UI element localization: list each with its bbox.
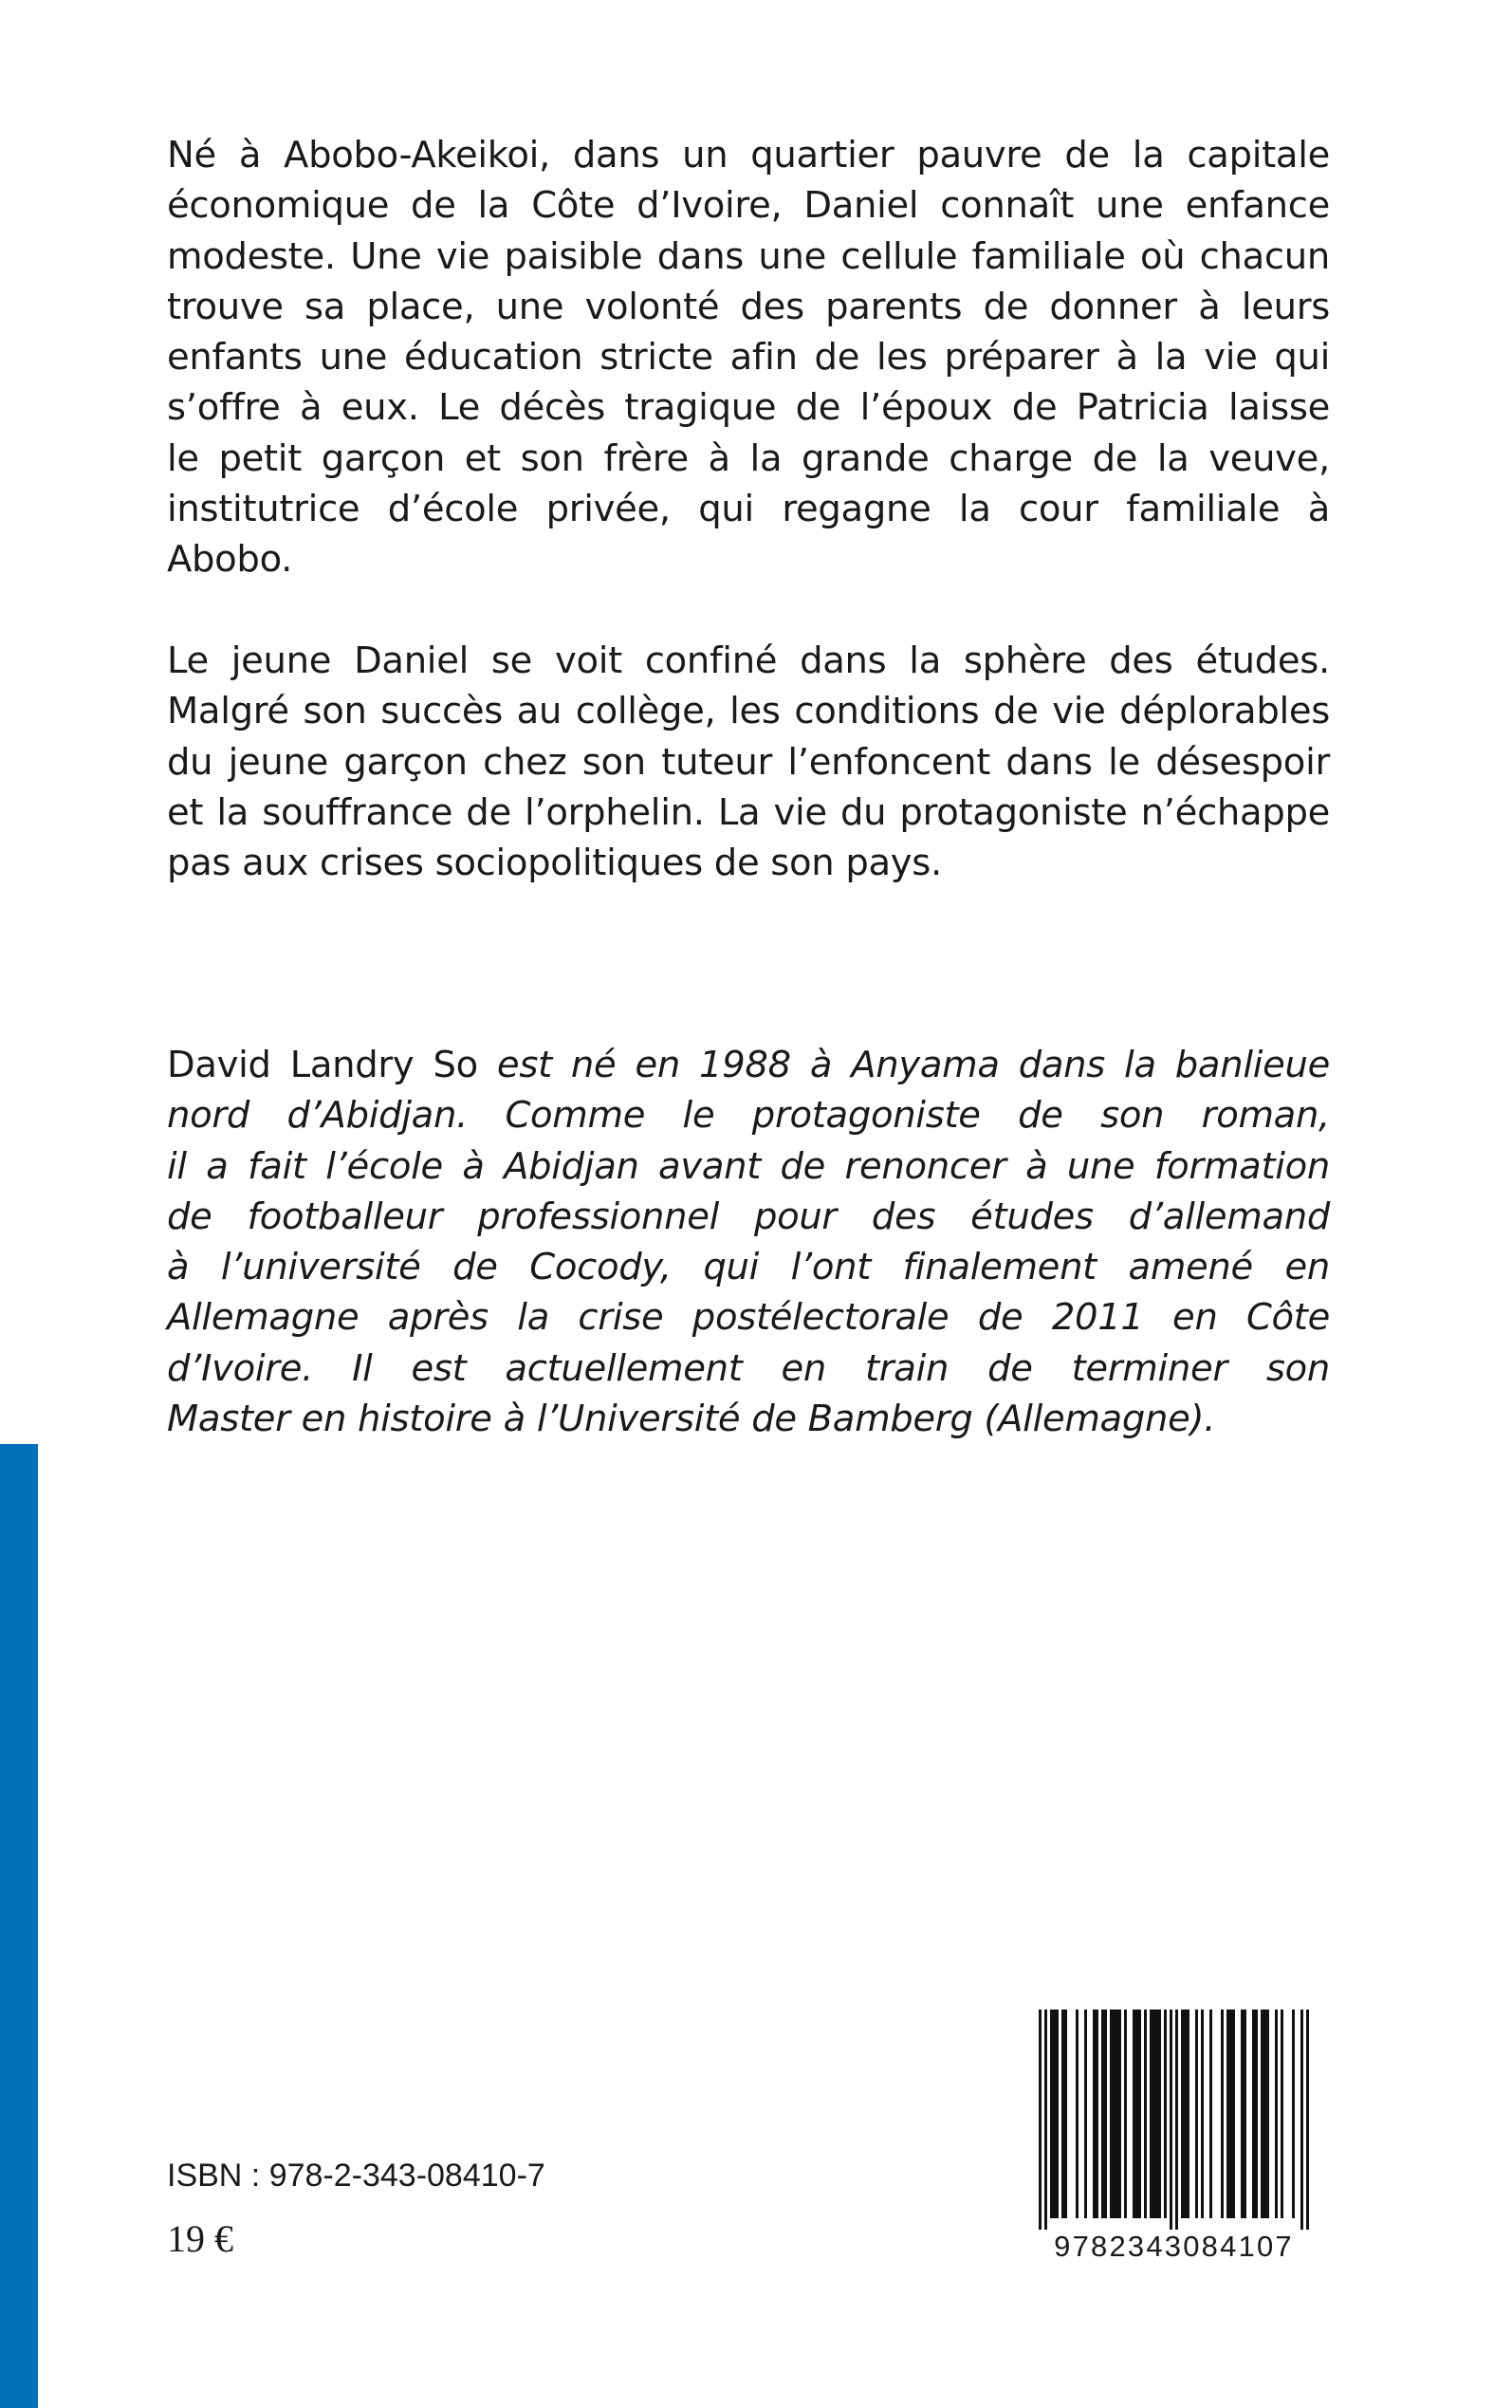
blue-accent-bar	[0, 1444, 38, 2408]
synopsis-line: institutrice d’école privée, qui regagne la cour familiale à	[167, 488, 1330, 531]
barcode-bar	[1275, 2010, 1278, 2218]
synopsis-line: modeste. Une vie paisible dans une cellule familiale où chacun	[167, 234, 1330, 278]
barcode-bar	[1241, 2010, 1246, 2218]
author-bio	[167, 1040, 1330, 1444]
barcode-bar	[1281, 2010, 1283, 2218]
author-name: David Landry So	[167, 1044, 478, 1086]
author-bio-line: Allemagne après la crise postélectorale de 2011 en Côte	[167, 1296, 1330, 1340]
synopsis-line: trouve sa place, une volonté des parents de donner à leurs	[167, 285, 1330, 328]
barcode-bar	[1306, 2010, 1309, 2230]
synopsis-line: pas aux crises sociopolitiques de son pays.	[167, 842, 942, 885]
barcode-bar	[1133, 2010, 1141, 2218]
barcode-bar	[1110, 2010, 1121, 2218]
barcode-bar	[1201, 2010, 1204, 2218]
synopsis-line: du jeune garçon chez son tuteur l’enfoncent dans le désespoir	[167, 740, 1330, 784]
barcode-bar	[1209, 2010, 1212, 2218]
barcode-bar	[1044, 2010, 1047, 2230]
synopsis-line: Le jeune Daniel se voit confiné dans la sphère des études.	[167, 639, 1330, 682]
barcode-bar	[1221, 2010, 1224, 2218]
barcode	[1029, 2010, 1318, 2268]
barcode-bar	[1261, 2010, 1269, 2218]
author-bio-line: d’Ivoire. Il est actuellement en train de terminer son	[167, 1346, 1330, 1390]
author-bio-line: Master en histoire à l’Université de Bamberg (Allemagne).	[167, 1398, 1216, 1441]
barcode-bar	[1101, 2010, 1107, 2218]
barcode-bar	[1061, 2010, 1067, 2218]
isbn-label: ISBN : 978-2-343-08410-7	[167, 2158, 545, 2194]
price-label: 19 €	[167, 2217, 233, 2260]
synopsis-line: Abobo.	[167, 538, 293, 582]
barcode-bar	[1170, 2010, 1172, 2230]
barcode-bar	[1226, 2010, 1235, 2218]
synopsis-line: économique de la Côte d’Ivoire, Daniel connaît une enfance	[167, 184, 1330, 228]
synopsis-line: le petit garçon et son frère à la grande charge de la veuve,	[167, 436, 1330, 480]
barcode-bar	[1084, 2010, 1087, 2218]
author-bio-line: de footballeur professionnel pour des études d’allemand	[167, 1195, 1330, 1238]
barcode-bar	[1124, 2010, 1127, 2218]
barcode-bar	[1164, 2010, 1167, 2218]
synopsis-line: enfants une éducation stricte afin de les préparer à la vie qui	[167, 336, 1330, 380]
author-bio-text: est né en 1988 à Anyama dans la banlieue	[477, 1044, 1330, 1086]
barcode-bar	[1076, 2010, 1079, 2218]
author-bio-line: il a fait l’école à Abidjan avant de renoncer à une formation	[167, 1144, 1330, 1188]
author-bio-line: nord d’Abidjan. Comme le protagoniste de son roman,	[167, 1094, 1330, 1138]
barcode-digits: 9782343084107	[1054, 2230, 1294, 2263]
barcode-bar	[1150, 2010, 1161, 2218]
barcode-bar	[1144, 2010, 1147, 2218]
barcode-bars	[1029, 2010, 1318, 2230]
barcode-bar	[1050, 2010, 1059, 2218]
synopsis-paragraph-1	[167, 130, 1330, 585]
barcode-bar	[1181, 2010, 1189, 2218]
barcode-bar	[1292, 2010, 1295, 2218]
barcode-bar	[1300, 2010, 1303, 2230]
barcode-bar	[1039, 2010, 1042, 2230]
author-bio-line: à l’université de Cocody, qui l’ont finalement amené en	[167, 1246, 1330, 1289]
synopsis-line: et la souffrance de l’orphelin. La vie du protagoniste n’échappe	[167, 790, 1330, 834]
synopsis-line: s’offre à eux. Le décès tragique de l’époux de Patricia laisse	[167, 386, 1330, 430]
barcode-bar	[1093, 2010, 1098, 2218]
synopsis-paragraph-2	[167, 636, 1330, 888]
barcode-bar	[1175, 2010, 1178, 2230]
synopsis-line: Malgré son succès au collège, les conditions de vie déplorables	[167, 690, 1330, 733]
author-bio-first-line	[167, 1040, 1330, 1090]
barcode-bar	[1195, 2010, 1198, 2218]
synopsis-line: Né à Abobo-Akeikoi, dans un quartier pauvre de la capitale	[167, 134, 1330, 176]
barcode-bar	[1252, 2010, 1258, 2218]
